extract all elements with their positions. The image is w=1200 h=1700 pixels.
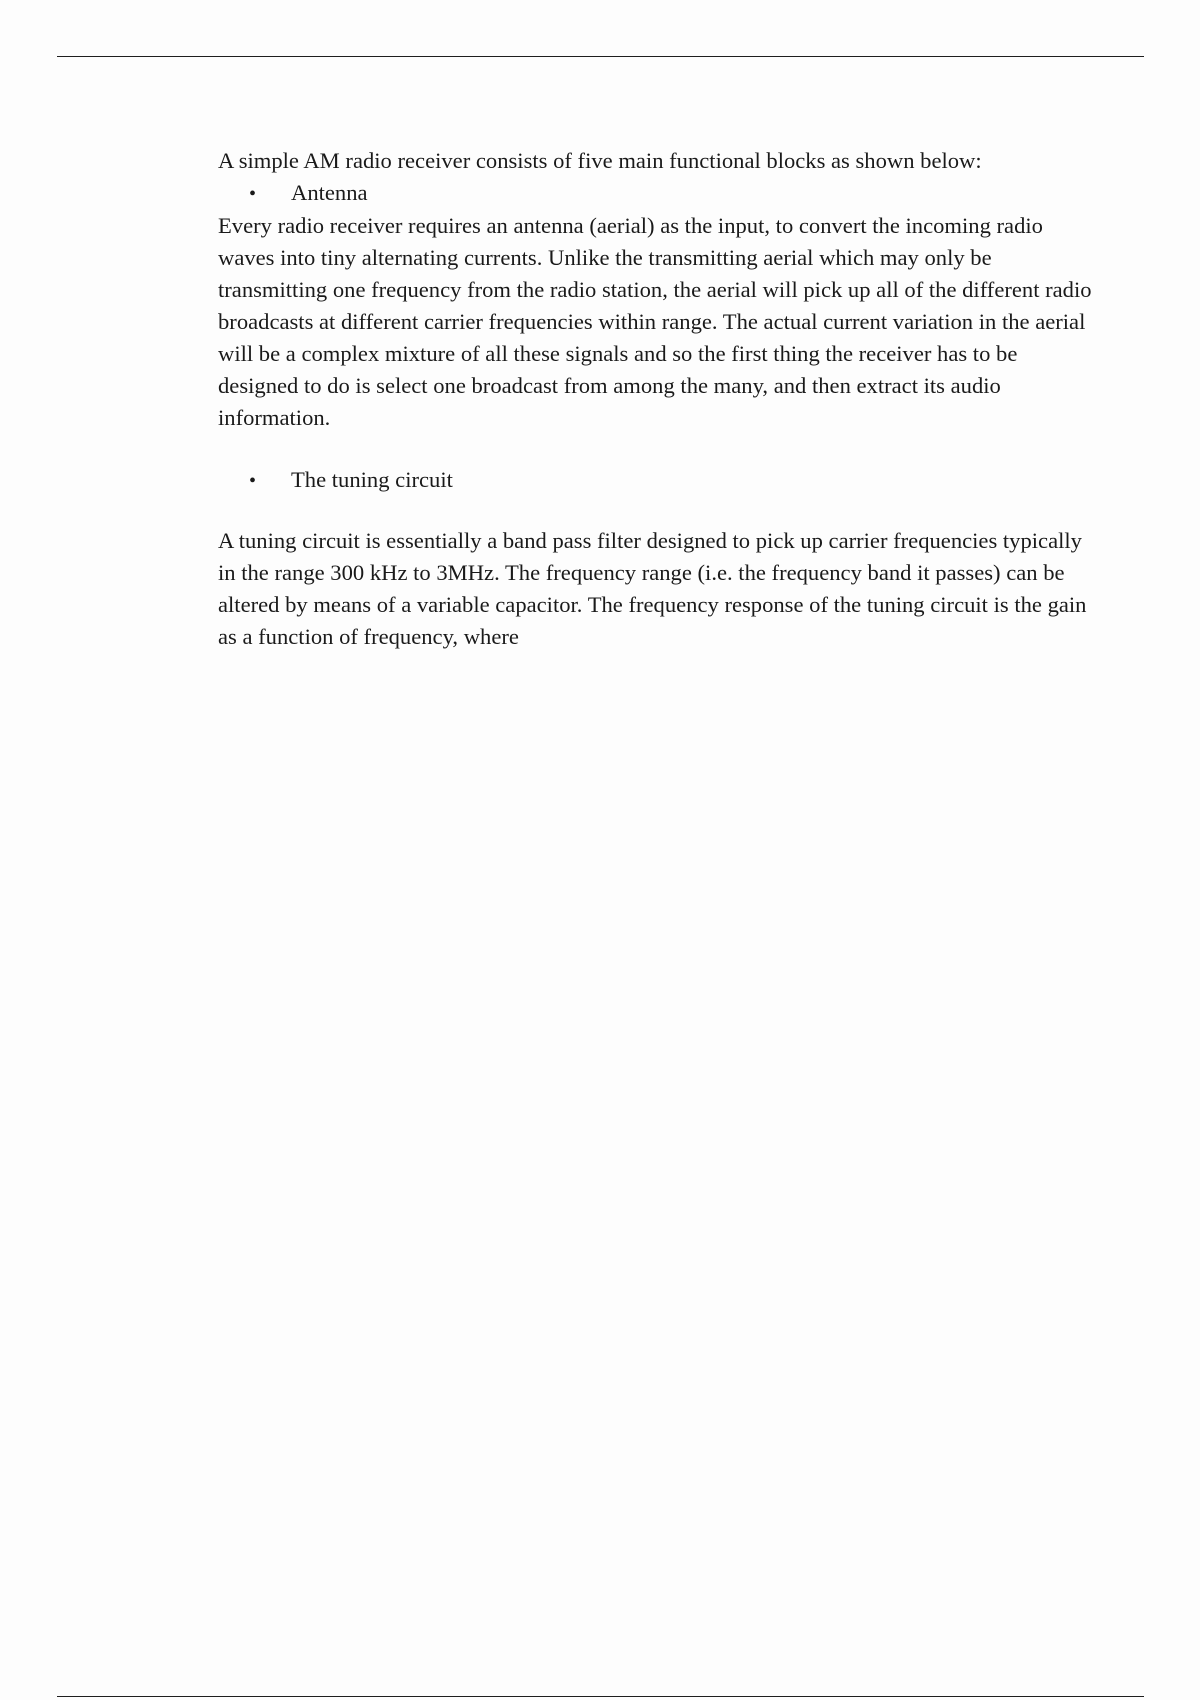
bullet-label-antenna: Antenna	[291, 180, 368, 205]
bullet-item-antenna	[218, 177, 1098, 210]
bullet-label-tuning: The tuning circuit	[291, 467, 453, 492]
document-body	[218, 145, 1098, 653]
bullet-icon: •	[249, 470, 257, 492]
intro-paragraph: A simple AM radio receiver consists of five main functional blocks as shown below:	[218, 148, 982, 173]
footer-rule	[57, 1696, 1144, 1697]
bullet-item-tuning	[218, 464, 1098, 497]
tuning-paragraph: A tuning circuit is essentially a band pass filter designed to pick up carrier frequencies typically in the range 300 kHz to 3MHz. The frequency range (i.e. the frequency band it passes) can be altered by means of a variable capacitor. The frequency response of the tuning circuit is the gain as a function of frequency, where	[218, 528, 1087, 649]
antenna-paragraph: Every radio receiver requires an antenna (aerial) as the input, to convert the incoming radio waves into tiny alternating currents. Unlike the transmitting aerial which may only be transmitting one frequency from the radio station, the aerial will pick up all of the different radio broadcasts at different carrier frequencies within range. The actual current variation in the aerial will be a complex mixture of all these signals and so the first thing the receiver has to be designed to do is select one broadcast from among the many, and then extract its audio information.	[218, 213, 1092, 430]
bullet-icon: •	[249, 183, 257, 205]
header-rule	[57, 56, 1144, 57]
